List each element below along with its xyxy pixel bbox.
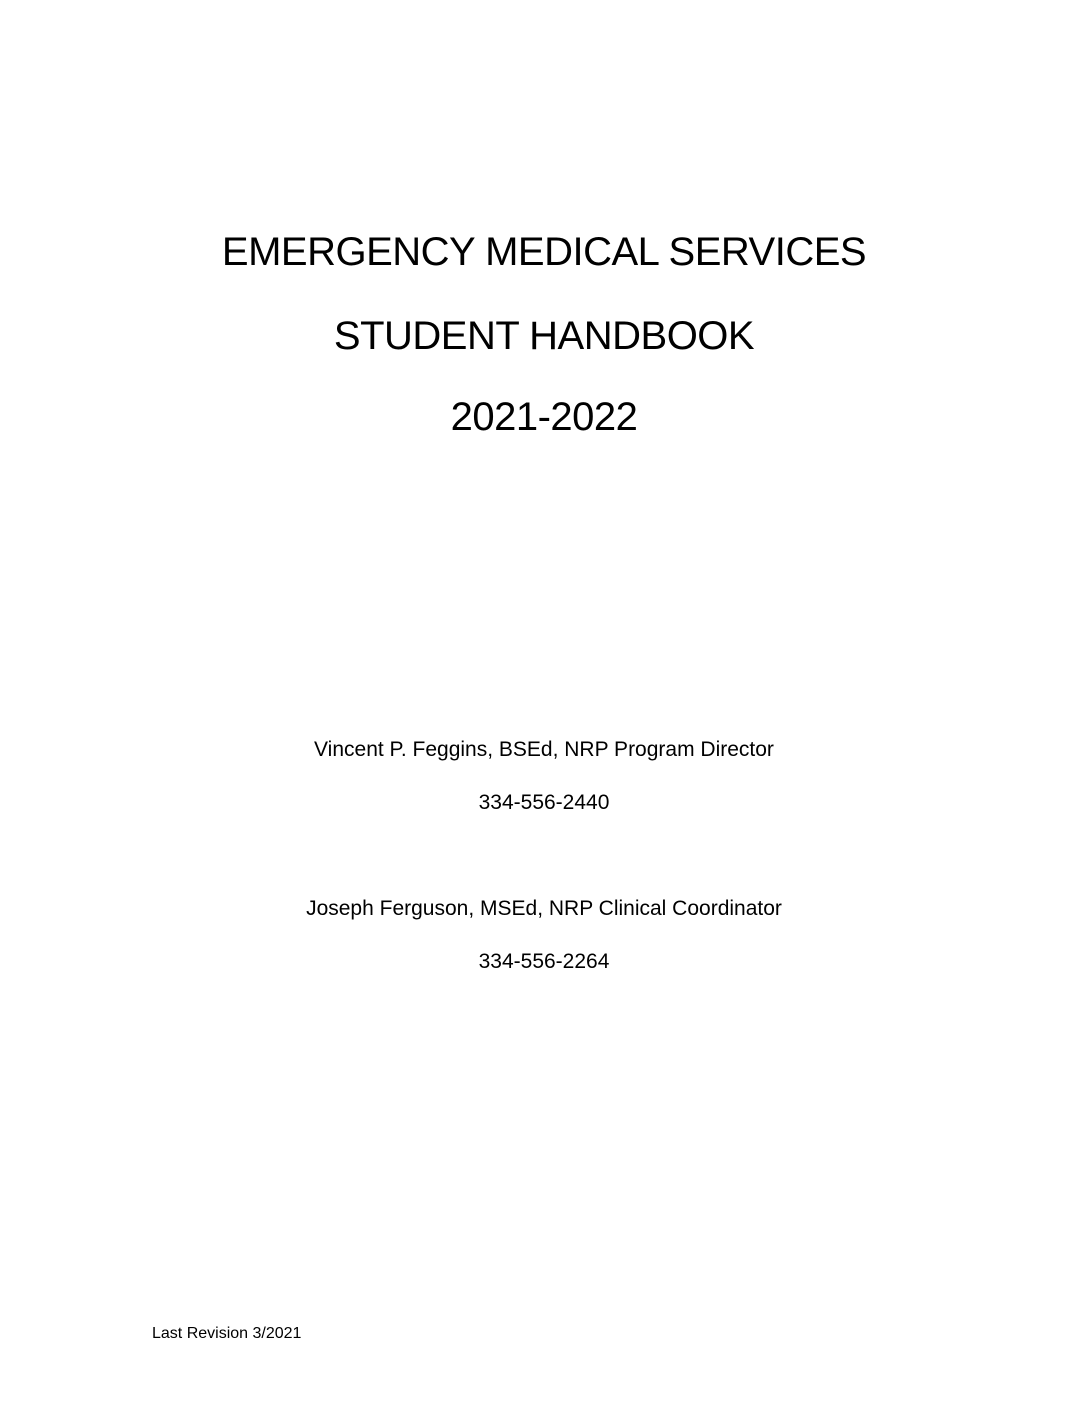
program-director-phone: 334-556-2440	[478, 791, 610, 814]
program-director-name: Vincent P. Feggins, BSEd, NRP Program Director	[314, 738, 774, 761]
title-handbook: STUDENT HANDBOOK	[333, 314, 755, 358]
clinical-coordinator-name: Joseph Ferguson, MSEd, NRP Clinical Coordinator	[306, 897, 782, 920]
clinical-coordinator-phone: 334-556-2264	[478, 950, 610, 973]
title-year: 2021-2022	[450, 395, 638, 439]
last-revision-note: Last Revision 3/2021	[152, 1325, 302, 1342]
title-program: EMERGENCY MEDICAL SERVICES	[221, 230, 867, 274]
